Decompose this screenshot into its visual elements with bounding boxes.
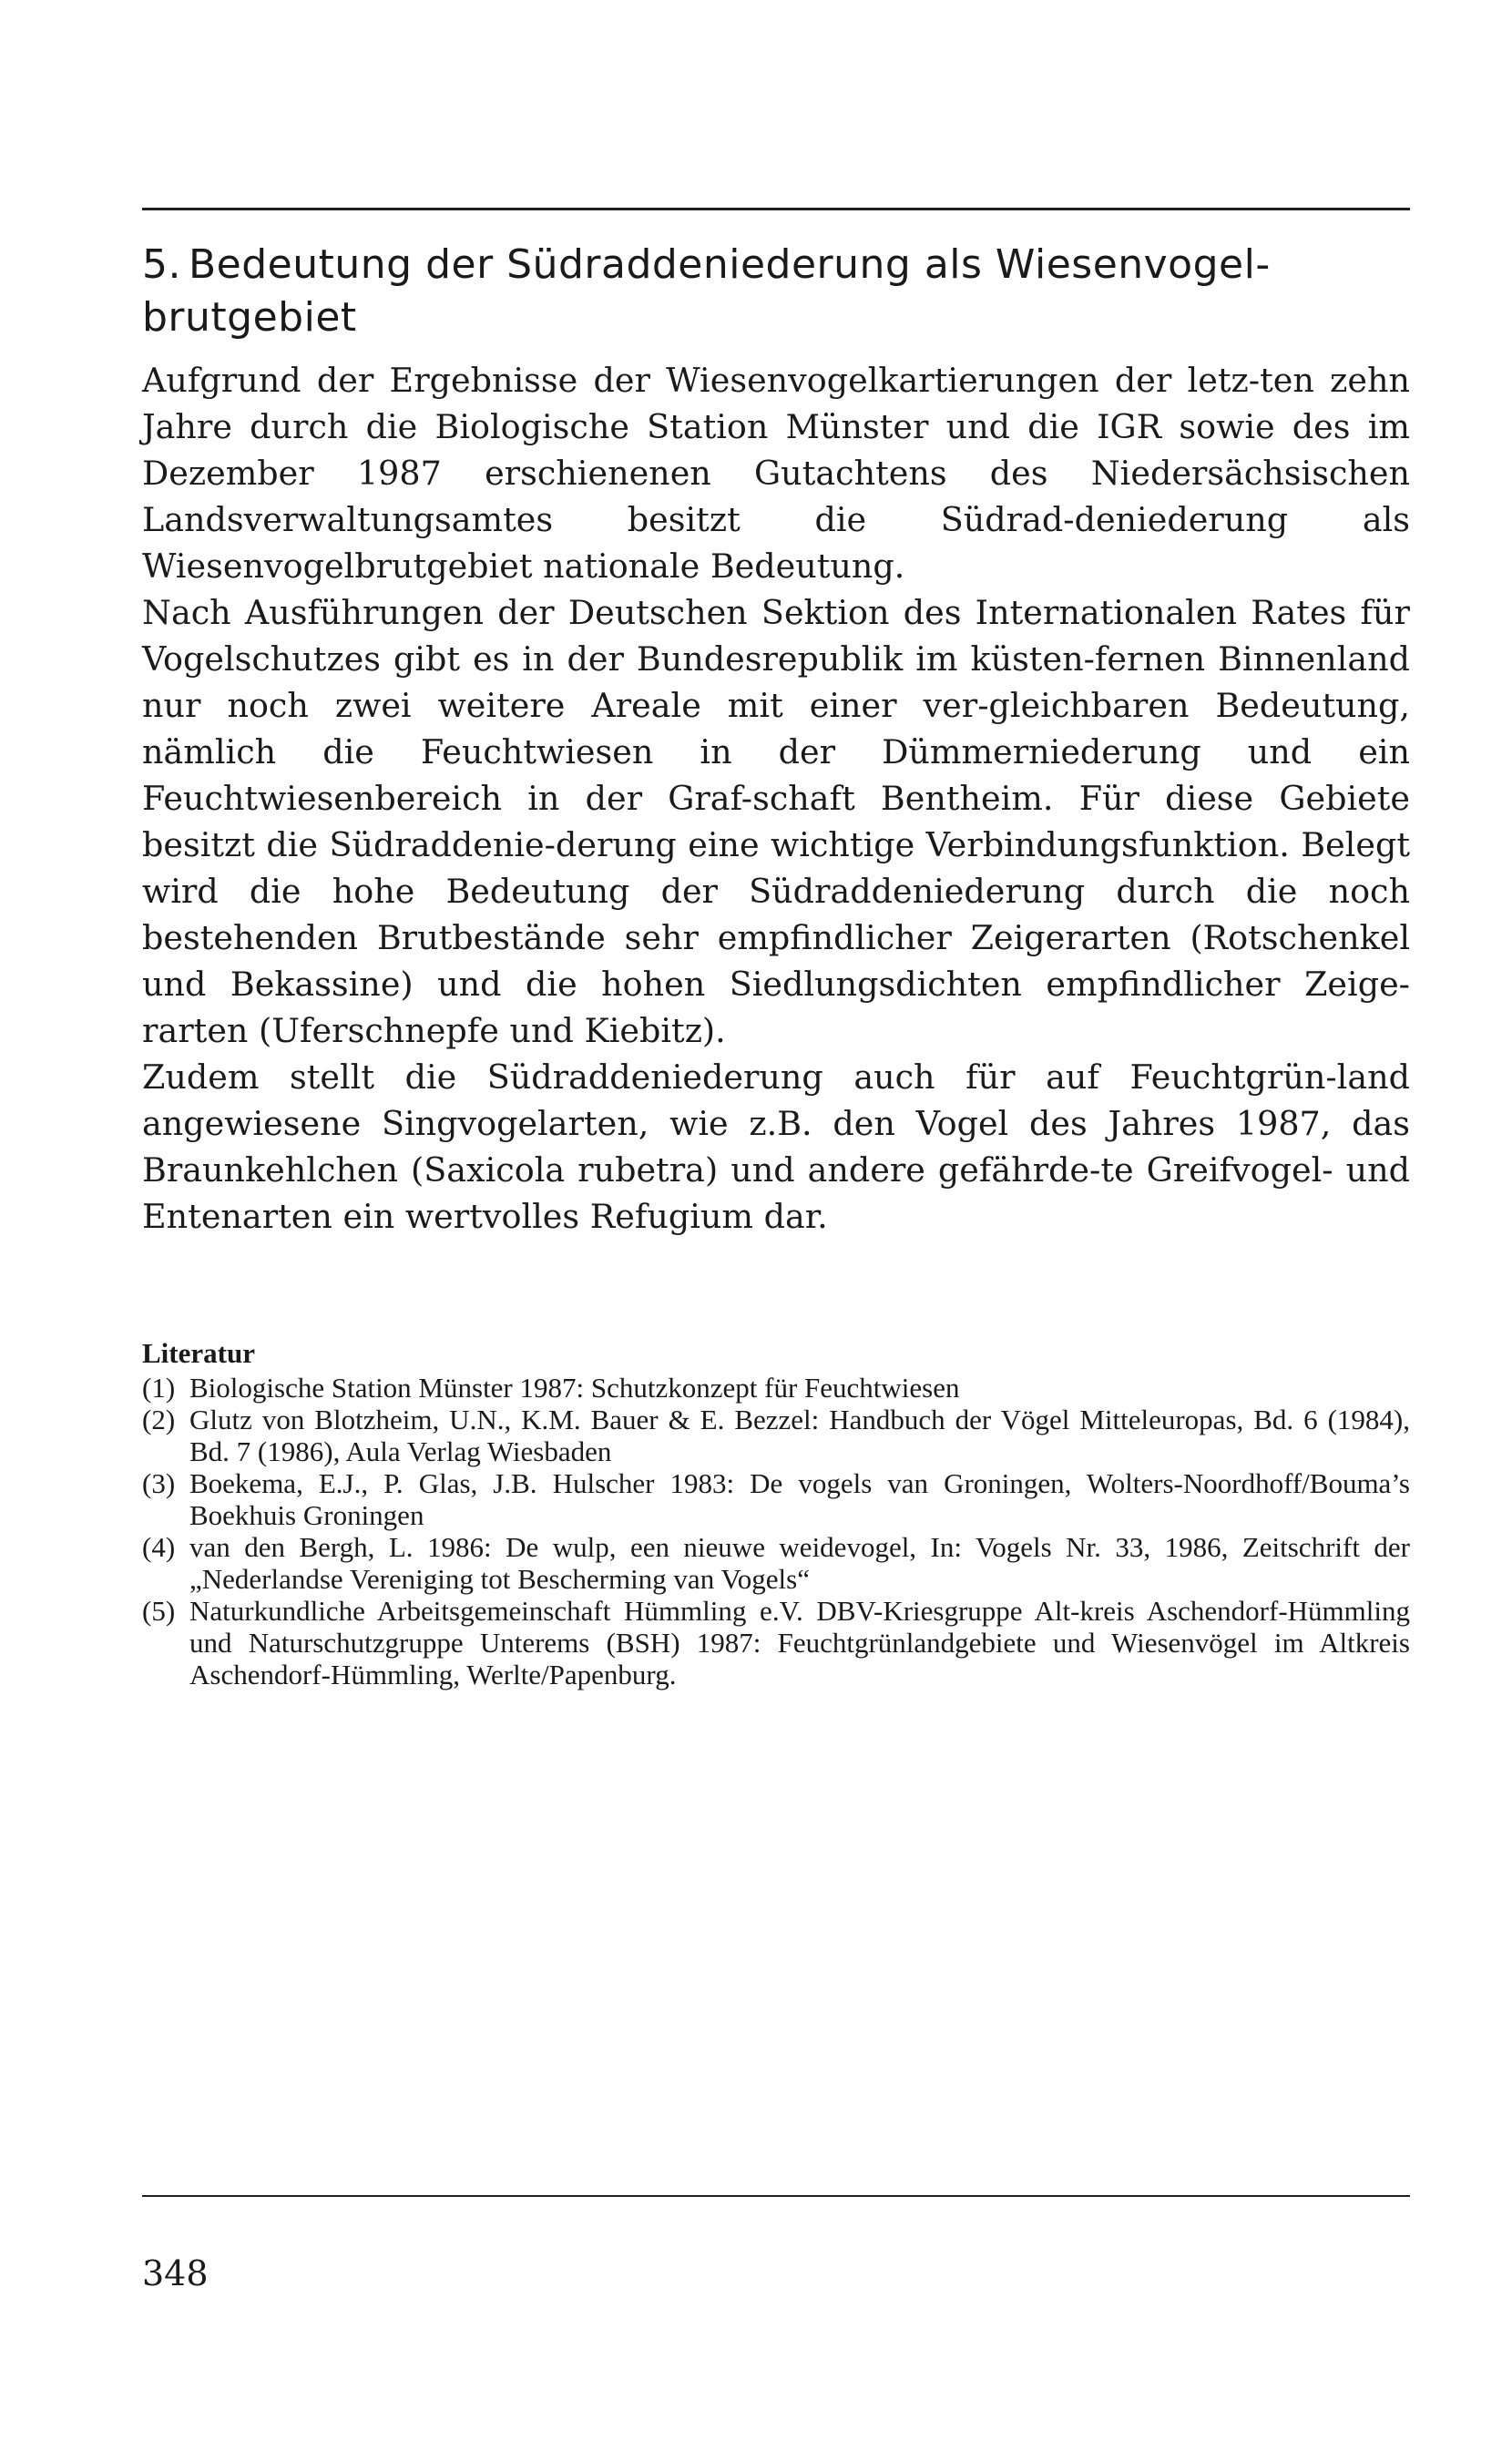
reference-list <box>142 1372 1410 1690</box>
paragraph-1: Aufgrund der Ergebnisse der Wiesenvogelkartierungen der letz-ten zehn Jahre durch die Biologische Station Münster und die IGR sowie des im Dezember 1987 erschienenen Gutachtens des Niedersächsischen Landsverwaltungsamtes besitzt die Südrad-deniederung als Wiesenvogelbrutgebiet nationale Bedeutung. <box>142 361 1410 586</box>
reference-number: (1) <box>142 1372 176 1404</box>
body-text <box>142 357 1410 1240</box>
page-number: 348 <box>142 2253 209 2293</box>
reference-number: (5) <box>142 1595 176 1627</box>
reference-text: Glutz von Blotzheim, U.N., K.M. Bauer & E. Bezzel: Handbuch der Vögel Mitteleuropas, Bd. 6 (1984), Bd. 7 (1986), Aula Verlag Wiesbaden <box>189 1404 1410 1467</box>
reference-text: van den Bergh, L. 1986: De wulp, een nieuwe weidevogel, In: Vogels Nr. 33, 1986, Zeitschrift der „Nederlandse Vereniging tot Bescherming van Vogels“ <box>189 1531 1410 1595</box>
paragraph-3: Zudem stellt die Südraddeniederung auch für auf Feuchtgrün-land angewiesene Singvogelarten, wie z.B. den Vogel des Jahres 1987, das Braunkehlchen (Saxicola rubetra) und andere gefährde-te Greifvogel- und Entenarten ein wertvolles Refugium dar. <box>142 1057 1410 1236</box>
reference-item <box>142 1595 1410 1690</box>
reference-item <box>142 1531 1410 1595</box>
reference-item <box>142 1372 1410 1404</box>
section-number: 5. <box>142 241 181 288</box>
section-heading <box>142 239 1410 344</box>
bottom-rule <box>142 2195 1410 2197</box>
reference-text: Boekema, E.J., P. Glas, J.B. Hulscher 1983: De vogels van Groningen, Wolters-Noordhoff/Bouma’s Boekhuis Groningen <box>189 1467 1410 1531</box>
reference-item <box>142 1404 1410 1467</box>
paragraph-2: Nach Ausführungen der Deutschen Sektion des Internationalen Rates für Vogelschutzes gibt es in der Bundesrepublik im küsten-fernen Binnenland nur noch zwei weitere Areale mit einer ver-gleichbaren Bedeutung, nämlich die Feuchtwiesen in der Dümmerniederung und ein Feuchtwiesenbereich in der Graf-schaft Bentheim. Für diese Gebiete besitzt die Südraddenie-derung eine wichtige Verbindungsfunktion. Belegt wird die hohe Bedeutung der Südraddeniederung durch die noch bestehenden Brutbestände sehr empfindlicher Zeigerarten (Rotschenkel und Bekassine) und die hohen Siedlungsdichten empfindlicher Zeige-rarten (Uferschnepfe und Kiebitz). <box>142 593 1410 1050</box>
literature-section <box>142 1337 1410 1690</box>
reference-text: Naturkundliche Arbeitsgemeinschaft Hümmling e.V. DBV-Kriesgruppe Alt-kreis Aschendorf-Hümmling und Naturschutzgruppe Unterems (BSH) 1987: Feuchtgrünlandgebiete und Wiesenvögel im Altkreis Aschendorf-Hümmling, Werlte/Papenburg. <box>189 1595 1410 1690</box>
reference-item <box>142 1467 1410 1531</box>
reference-text: Biologische Station Münster 1987: Schutzkonzept für Feuchtwiesen <box>189 1372 960 1404</box>
literature-heading: Literatur <box>142 1337 255 1369</box>
top-rule <box>142 208 1410 210</box>
reference-number: (4) <box>142 1531 176 1563</box>
reference-number: (2) <box>142 1404 176 1435</box>
section-title: Bedeutung der Südraddeniederung als Wiesenvogel-brutgebiet <box>142 241 1271 341</box>
reference-number: (3) <box>142 1467 176 1499</box>
